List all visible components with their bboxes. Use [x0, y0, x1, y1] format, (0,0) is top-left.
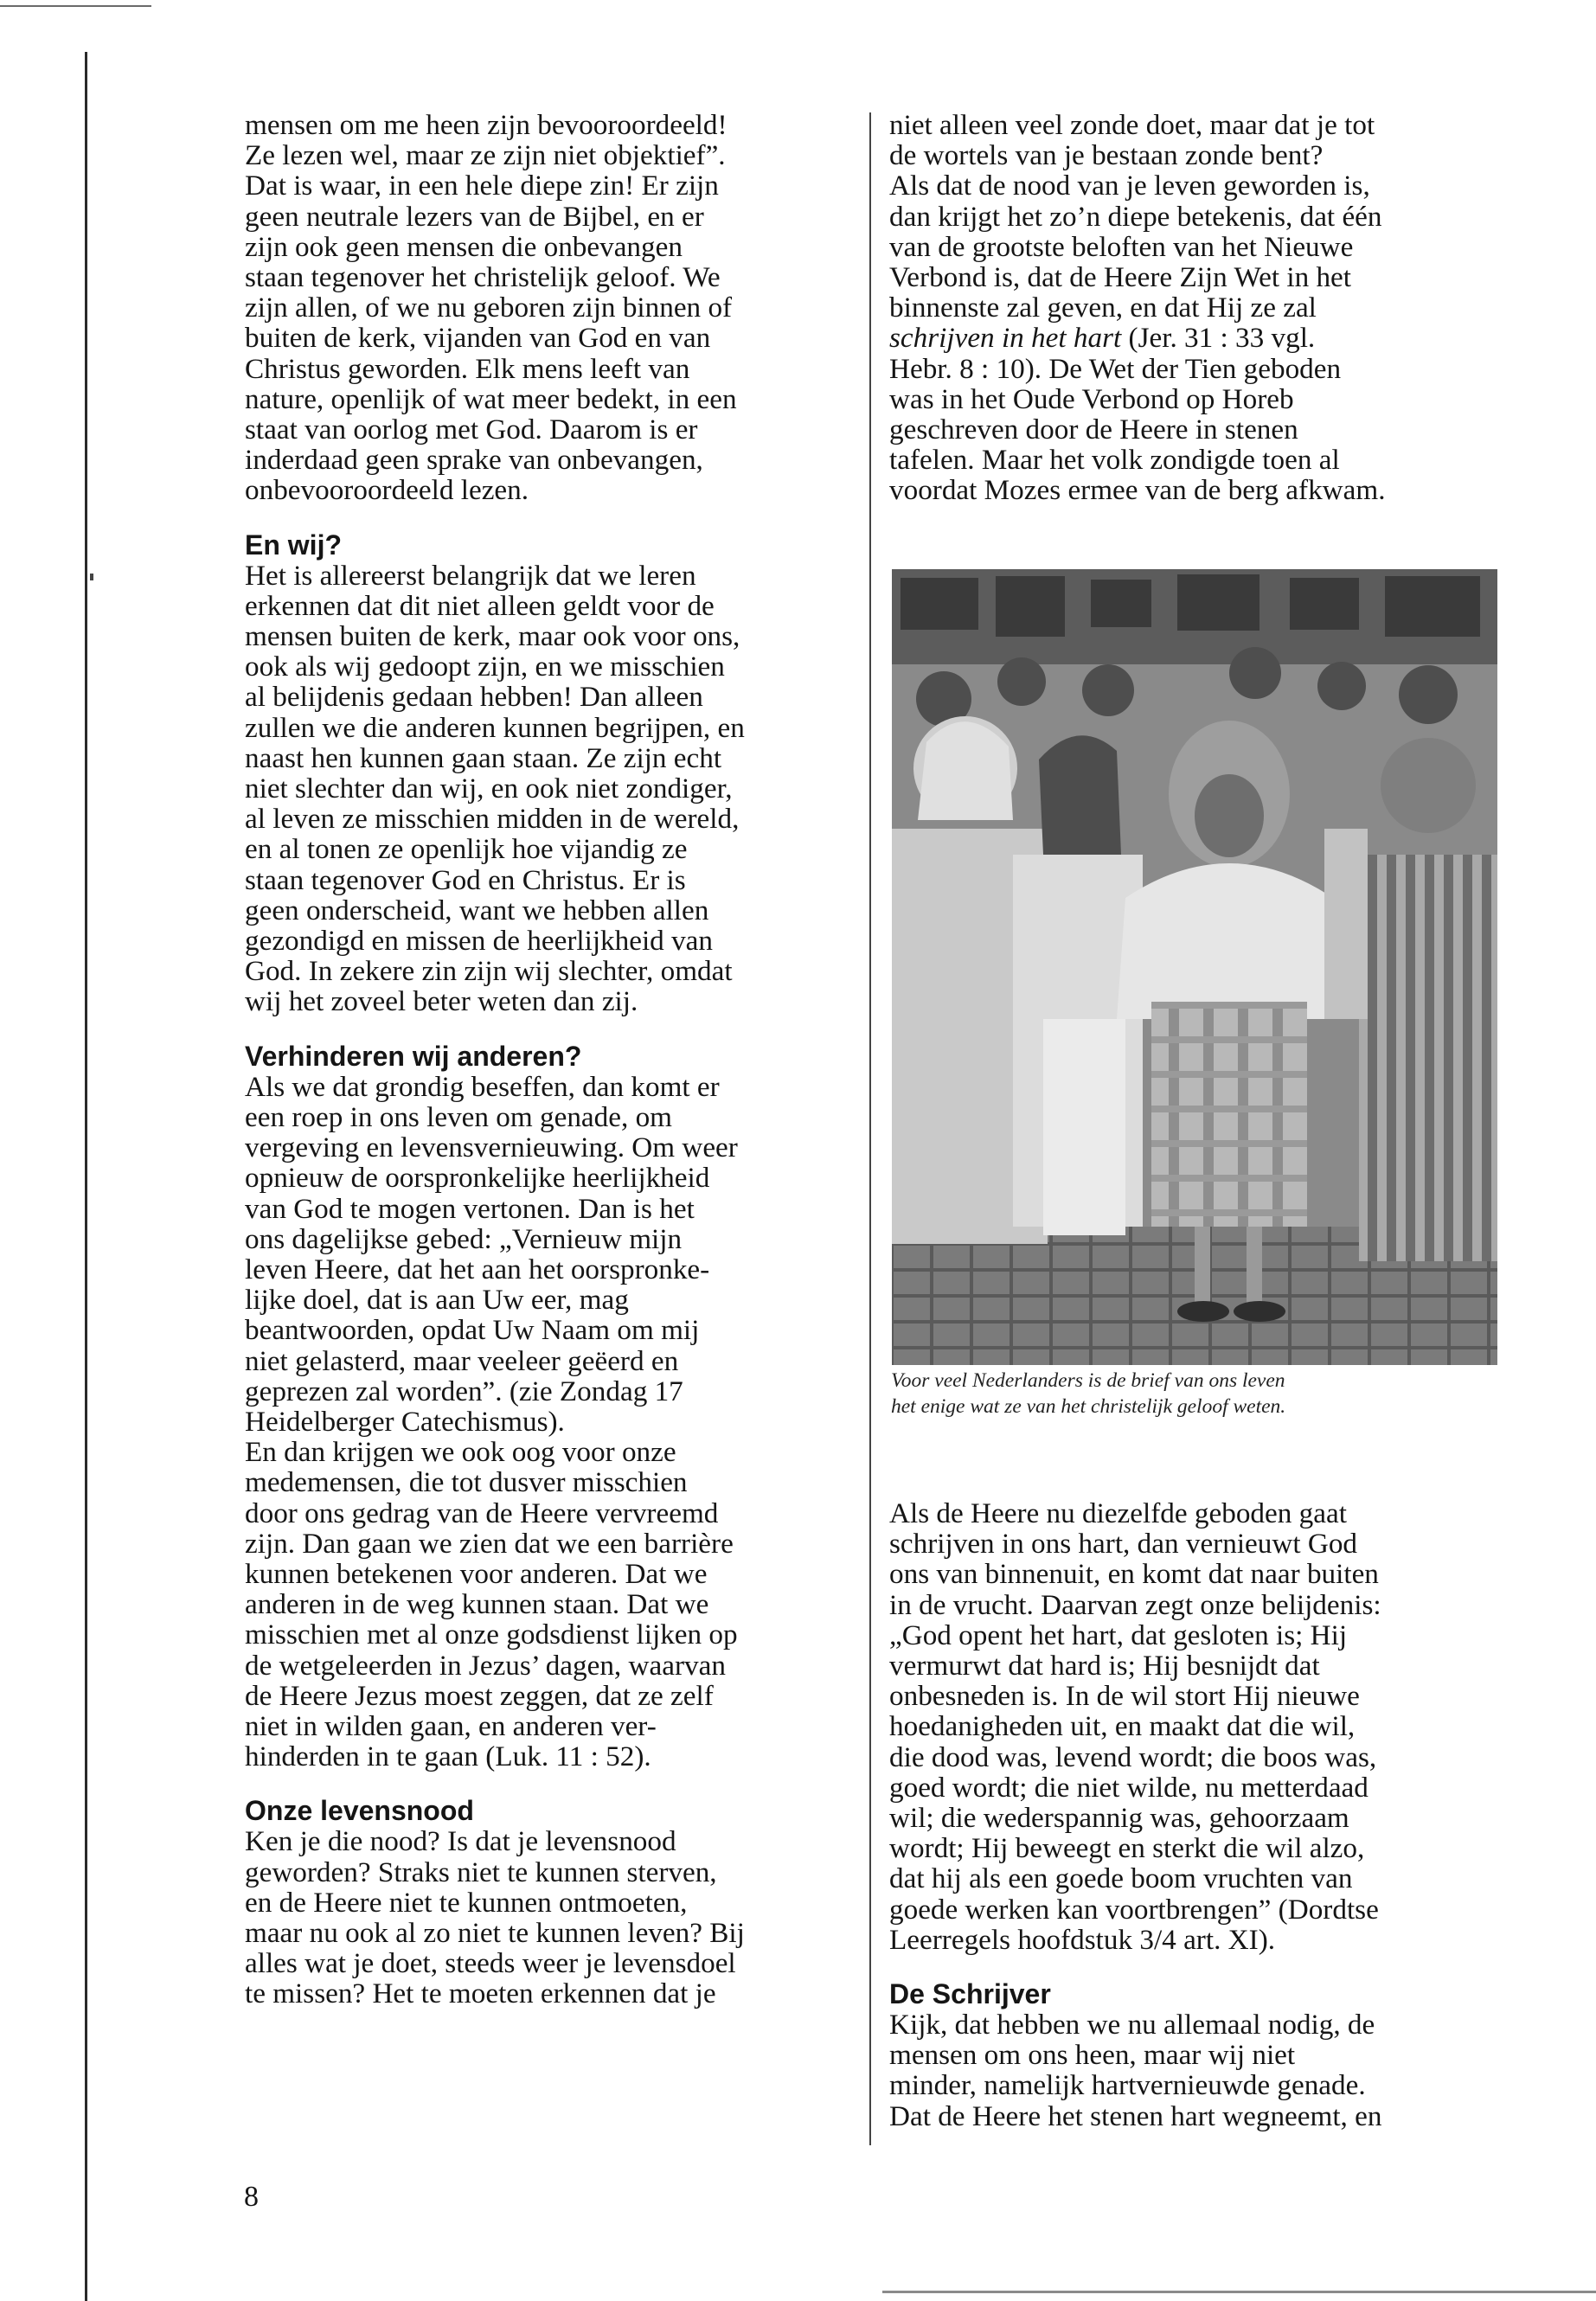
text-line: nature, openlijk of wat meer bedekt, in een [245, 382, 737, 415]
caption-line: Voor veel Nederlanders is de brief van ons leven [891, 1369, 1285, 1392]
text-line: opnieuw de oorspronkelijke heerlijkheid [245, 1162, 710, 1195]
text-line: buiten de kerk, vijanden van God en van [245, 322, 711, 355]
heading-onze-levensnood: Onze levensnood [245, 1795, 474, 1827]
text-line: wordt; Hij beweegt en sterkt die wil alzo, [889, 1832, 1365, 1865]
italic-line-rest: (Jer. 31 : 33 vgl. [1121, 322, 1316, 355]
text-line: leven Heere, dat het aan het oorspronke- [245, 1253, 710, 1285]
text-line: hoedanigheden uit, en maakt dat die wil, [889, 1710, 1356, 1743]
text-line: erkennen dat dit niet alleen geldt voor de [245, 589, 715, 622]
text-line: zijn. Dan gaan we zien dat we een barrière [245, 1527, 734, 1560]
italic-phrase: schrijven in het hart [889, 322, 1122, 355]
text-line: was in het Oude Verbond op Horeb [889, 382, 1294, 415]
text-line: Als dat de nood van je leven geworden is, [889, 170, 1370, 202]
text-line: niet in wilden gaan, en anderen ver- [245, 1709, 657, 1742]
text-line: goed wordt; die niet wilde, nu metterdaad [889, 1771, 1368, 1804]
text-line: dat hij als een goede boom vruchten van [889, 1862, 1353, 1895]
text-line: onbesneden is. In de wil stort Hij nieuwe [889, 1680, 1360, 1713]
text-line: geen onderscheid, want we hebben allen [245, 894, 709, 926]
text-line: gezondigd en missen de heerlijkheid van [245, 925, 713, 958]
heading-verhinderen-wij-anderen: Verhinderen wij anderen? [245, 1040, 582, 1072]
text-line: binnenste zal geven, en dat Hij ze zal [889, 292, 1317, 324]
text-line: geworden? Straks niet te kunnen sterven, [245, 1856, 717, 1888]
text-line: niet slechter dan wij, en ook niet zondiger, [245, 772, 733, 805]
heading-en-wij: En wij? [245, 529, 342, 561]
text-line: in de vrucht. Daarvan zegt onze belijdenis: [889, 1588, 1381, 1621]
text-line: te missen? Het te moeten erkennen dat je [245, 1977, 716, 2010]
text-line: al belijdenis gedaan hebben! Dan alleen [245, 681, 703, 714]
text-line: geprezen zal worden”. (zie Zondag 17 [245, 1375, 683, 1407]
text-line: maar nu ook al zo niet te kunnen leven? Bij [245, 1916, 745, 1949]
right-top-paragraph-b [889, 354, 1495, 506]
text-line: ons van binnenuit, en komt dat naar buiten [889, 1558, 1379, 1591]
text-line: niet gelasterd, maar veeleer geëerd en [245, 1344, 679, 1377]
text-line: tafelen. Maar het volk zondigde toen al [889, 444, 1340, 477]
line-with-italic [889, 323, 1495, 353]
text-line: Leerregels hoofdstuk 3/4 art. XI). [889, 1923, 1276, 1956]
text-line: alles wat je doet, steeds weer je levensdoel [245, 1947, 736, 1980]
text-line: door ons gedrag van de Heere vervreemd [245, 1497, 719, 1529]
right-column [889, 110, 1495, 506]
left-column [245, 110, 850, 2009]
text-line: ook als wij gedoopt zijn, en we misschien [245, 651, 725, 683]
right-middle-paragraph [889, 1498, 1495, 1955]
text-line: mensen buiten de kerk, maar ook voor ons, [245, 620, 740, 653]
text-line: staat van oorlog met God. Daarom is er [245, 413, 698, 446]
text-line: Christus geworden. Elk mens leeft van [245, 352, 690, 385]
section-schrijver-text [889, 2009, 1495, 2131]
text-line: niet alleen veel zonde doet, maar dat je tot [889, 109, 1375, 141]
text-line: zijn allen, of we nu geboren zijn binnen of [245, 292, 733, 324]
text-line: Als de Heere nu diezelfde geboden gaat [889, 1497, 1347, 1529]
right-column-lower [889, 1498, 1495, 2131]
text-line: Ze lezen wel, maar ze zijn niet objektief”. [245, 139, 726, 172]
section-en-wij-text [245, 561, 850, 1017]
text-line: goede werken kan voortbrengen” (Dordtse [889, 1893, 1379, 1926]
text-line: inderdaad geen sprake van onbevangen, [245, 444, 703, 477]
text-line: kunnen betekenen voor anderen. Dat we [245, 1557, 708, 1590]
text-line: medemensen, die tot dusver misschien [245, 1466, 688, 1499]
text-line: een roep in ons leven om genade, om [245, 1100, 672, 1133]
scan-speck [90, 574, 93, 580]
text-line: van God te mogen vertonen. Dan is het [245, 1192, 695, 1225]
text-line: En dan krijgen we ook oog voor onze [245, 1436, 676, 1469]
text-line: zullen we die anderen kunnen begrijpen, en [245, 711, 745, 744]
right-top-paragraph-a [889, 110, 1495, 323]
text-line: misschien met al onze godsdienst lijken op [245, 1618, 738, 1651]
text-line: hinderden in te gaan (Luk. 11 : 52). [245, 1740, 651, 1773]
text-line: die dood was, levend wordt; die boos was, [889, 1740, 1377, 1773]
text-line: mensen om ons heen, maar wij niet [889, 2039, 1296, 2072]
text-line: Verbond is, dat de Heere Zijn Wet in het [889, 261, 1352, 294]
text-line: ons dagelijkse gebed: „Vernieuw mijn [245, 1222, 683, 1255]
text-line: schrijven in ons hart, dan vernieuwt God [889, 1528, 1358, 1561]
heading-de-schrijver: De Schrijver [889, 1978, 1051, 2010]
text-line: lijke doel, dat is aan Uw eer, mag [245, 1284, 629, 1317]
text-line: Ken je die nood? Is dat je levensnood [245, 1825, 676, 1858]
text-line: mensen om me heen zijn bevooroordeeld! [245, 109, 727, 141]
text-line: geschreven door de Heere in stenen [889, 413, 1298, 446]
text-line: al leven ze misschien midden in de wereld, [245, 803, 740, 836]
text-line: geen neutrale lezers van de Bijbel, en er [245, 200, 704, 233]
text-line: zijn ook geen mensen die onbevangen [245, 230, 683, 263]
section-levensnood-text [245, 1826, 850, 2009]
scan-edge-bottom [882, 2291, 1596, 2293]
crowd-photo-image [892, 569, 1497, 1365]
text-line: voordat Mozes ermee van de berg afkwam. [889, 474, 1386, 507]
scan-edge-top [0, 5, 151, 7]
scan-edge-left [85, 52, 87, 2301]
text-line: Heidelberger Catechismus). [245, 1405, 565, 1438]
text-line: Hebr. 8 : 10). De Wet der Tien geboden [889, 352, 1342, 385]
section-verhinderen-text [245, 1072, 850, 1772]
text-line: de wortels van je bestaan zonde bent? [889, 139, 1324, 172]
photo-crowd [892, 569, 1497, 1365]
text-line: de wetgeleerden in Jezus’ dagen, waarvan [245, 1649, 726, 1682]
text-line: dan krijgt het zo’n diepe betekenis, dat één [889, 200, 1382, 233]
text-line: staan tegenover God en Christus. Er is [245, 863, 686, 896]
text-line: de Heere Jezus moest zeggen, dat ze zelf [245, 1679, 714, 1712]
text-line: Kijk, dat hebben we nu allemaal nodig, de [889, 2009, 1375, 2041]
text-line: staan tegenover het christelijk geloof. We [245, 261, 721, 294]
page-number: 8 [244, 2181, 259, 2213]
text-line: naast hen kunnen gaan staan. Ze zijn echt [245, 741, 722, 774]
text-line: Dat is waar, in een hele diepe zin! Er zijn [245, 170, 719, 202]
text-line: wil; die wederspannig was, gehoorzaam [889, 1802, 1349, 1835]
text-line: en de Heere niet te kunnen ontmoeten, [245, 1886, 688, 1919]
text-line: Dat de Heere het stenen hart wegneemt, en [889, 2099, 1382, 2132]
text-line: Als we dat grondig beseffen, dan komt er [245, 1070, 720, 1103]
text-line: wij het zoveel beter weten dan zij. [245, 985, 638, 1018]
column-divider [869, 112, 871, 2145]
text-line: onbevooroordeeld lezen. [245, 474, 529, 507]
caption-line: het enige wat ze van het christelijk geloof weten. [891, 1395, 1286, 1418]
text-line: minder, namelijk hartvernieuwde genade. [889, 2069, 1366, 2102]
photo-caption [891, 1368, 1497, 1420]
text-line: Het is allereerst belangrijk dat we leren [245, 559, 696, 592]
text-line: beantwoorden, opdat Uw Naam om mij [245, 1314, 700, 1347]
text-line: „God opent het hart, dat gesloten is; Hij [889, 1618, 1348, 1651]
text-line: vermurwt dat hard is; Hij besnijdt dat [889, 1650, 1320, 1682]
text-line: vergeving en levensvernieuwing. Om weer [245, 1131, 738, 1164]
text-line: God. In zekere zin zijn wij slechter, omdat [245, 955, 733, 988]
text-line: van de grootste beloften van het Nieuwe [889, 230, 1354, 263]
text-line: en al tonen ze openlijk hoe vijandig ze [245, 833, 688, 866]
text-line: anderen in de weg kunnen staan. Dat we [245, 1588, 709, 1621]
intro-paragraph [245, 110, 850, 506]
